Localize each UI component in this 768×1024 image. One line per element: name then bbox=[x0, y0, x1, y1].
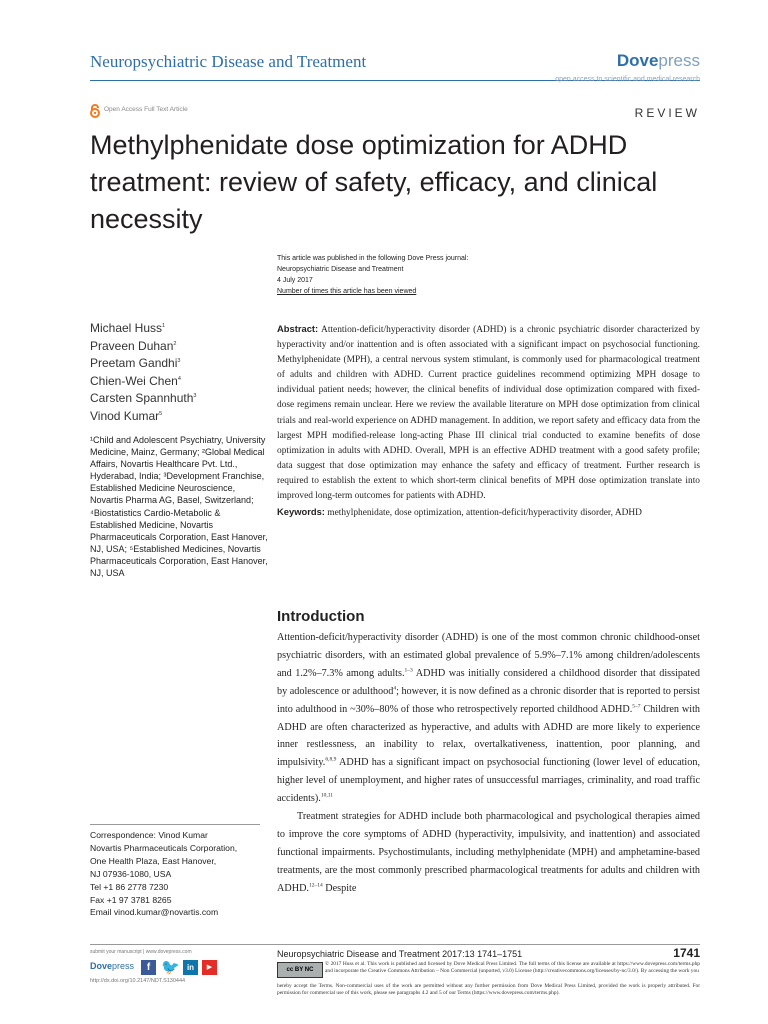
affiliation-marker: 5 bbox=[159, 410, 163, 417]
corr-line: Correspondence: Vinod Kumar bbox=[90, 830, 208, 840]
pubinfo-journal[interactable]: Neuropsychiatric Disease and Treatment bbox=[277, 266, 404, 273]
author-name: Chien-Wei Chen$^4$ bbox=[90, 373, 181, 388]
keywords-label: Keywords: bbox=[277, 506, 325, 518]
page-number: 1741 bbox=[673, 946, 700, 960]
logo-bold: Dove bbox=[616, 51, 659, 70]
citation-superscript[interactable]: 6,8,9 bbox=[325, 756, 337, 763]
author-name: Michael Huss$^1$ bbox=[90, 321, 166, 335]
footer-dovepress-logo[interactable] bbox=[90, 961, 134, 971]
logo-rest: press bbox=[658, 51, 700, 70]
twitter-icon[interactable]: 🐦 bbox=[161, 959, 180, 976]
open-access-label: Open Access Full Text Article bbox=[104, 106, 188, 113]
article-title: Methylphenidate dose optimization for ADHD treatment: review of safety, efficacy, and clinical necessity bbox=[90, 130, 658, 234]
affiliation-marker: 3 bbox=[177, 358, 181, 364]
affiliation-marker: 1 bbox=[162, 323, 166, 329]
author-name: Carsten Spannhuth$^3$ bbox=[90, 391, 197, 405]
introduction-body bbox=[277, 629, 700, 898]
corr-line: NJ 07936-1080, USA bbox=[90, 868, 172, 879]
article-type: REVIEW bbox=[634, 106, 700, 120]
correspondence-rule bbox=[90, 824, 260, 825]
citation-superscript[interactable]: 4 bbox=[393, 685, 397, 692]
footer-logo-rest: press bbox=[112, 961, 135, 971]
publisher-tagline: open access to scientific and medical research bbox=[555, 76, 700, 83]
footer-citation: Neuropsychiatric Disease and Treatment 2017:13 1741–1751 bbox=[277, 949, 523, 959]
citation-superscript[interactable]: 5–7 bbox=[632, 703, 641, 710]
abstract-label: Abstract: bbox=[277, 323, 319, 334]
footer-logo-bold: Dove bbox=[90, 961, 113, 971]
linkedin-icon[interactable]: in bbox=[183, 960, 198, 975]
author-name: Praveen Duhan$^2$ bbox=[90, 338, 177, 353]
citation-superscript[interactable]: 10,11 bbox=[320, 792, 334, 799]
author-name: Vinod Kumar$^5$ bbox=[90, 408, 163, 423]
dovepress-logo[interactable] bbox=[617, 51, 700, 71]
license-text-continued: hereby accept the Terms. Non-commercial uses of the work are permitted without any further permission from Dove Medical Press Limited, provided the work is properly attributed. For permission for commercial use of this work, please see paragraphs 4.2 and 5 of our Terms (https://www.dovepress.com/terms.php). bbox=[277, 983, 700, 997]
license-text: © 2017 Huss et al. This work is published and licensed by Dove Medical Press Limited. The full terms of this license are available at https://www.dovepress.com/terms.php and incorporate the Creative Commons Attribution – Non Commercial (unported, v3.0) License (http://creativecommons.org/licenses/by-nc/3.0/). By accessing the work you bbox=[325, 961, 700, 975]
creative-commons-icon[interactable]: cc BY NC bbox=[277, 962, 323, 978]
corr-line: Novartis Pharmaceuticals Corporation, bbox=[90, 842, 238, 853]
journal-name[interactable]: Neuropsychiatric Disease and Treatment bbox=[90, 52, 367, 71]
youtube-icon[interactable]: ▶ bbox=[202, 960, 217, 975]
affiliation-marker: 3 bbox=[193, 393, 197, 399]
citation-superscript[interactable]: 1–3 bbox=[404, 667, 413, 674]
corr-email[interactable]: Email vinod.kumar@novartis.com bbox=[90, 907, 219, 918]
facebook-icon[interactable]: f bbox=[141, 960, 156, 975]
author-list bbox=[90, 320, 270, 425]
doi-link[interactable]: http://dx.doi.org/10.2147/NDT.S130444 bbox=[90, 978, 186, 984]
intro-paragraph-2: Treatment strategies for ADHD include both pharmacological and psychological therapies aimed to improve the core symptoms of ADHD (hyperactivity, impulsivity, and inattention) and associated functional impairments. Psychostimulants, including methylphenidate (MPH) and amphetamine-based treatments, are the most commonly prescribed pharmacological treatments for adults and children with ADHD.$^{12-14}$ Despite bbox=[277, 811, 700, 894]
abstract bbox=[277, 321, 700, 521]
affiliations: ¹Child and Adolescent Psychiatry, University Medicine, Mainz, Germany; ²Global Medical Affairs, Novartis Healthcare Pvt. Ltd., Hyderabad, India; ³Development Franchise, Established Medicine Neuroscience, Novartis Pharma AG, Basel, Switzerland; ⁴Biostatistics Cardio-Metabolic & Established Medicine, Novartis Pharmaceuticals Corporation, East Hanover, NJ, USA; ⁵Established Medicines, Novartis Pharmaceuticals Corporation, East Hanover, NJ, USA bbox=[90, 435, 268, 579]
publication-info bbox=[277, 253, 577, 297]
pubinfo-line1: This article was published in the following Dove Press journal: bbox=[277, 255, 469, 262]
footer-rule bbox=[90, 944, 700, 945]
affiliation-marker: 2 bbox=[173, 340, 177, 347]
introduction-heading: Introduction bbox=[277, 608, 365, 625]
citation-superscript[interactable]: 12–14 bbox=[308, 882, 323, 889]
corr-line: Fax +1 97 3781 8265 bbox=[90, 894, 172, 905]
intro-paragraph-1: Attention-deficit/hyperactivity disorder (ADHD) is one of the most common chronic childhood-onset psychiatric disorders, with an estimated global prevalence of 5.9%–7.1% among children/adolescents and 1.2%–7.3% among adults.$^{1-3}$ ADHD was initially considered a childhood disorder that dissipated by adolescence or adulthood$^4$; however, it is now defined as a chronic disorder that is reported to persist into adulthood in ~30%–80% of those who retrospectively reported childhood ADHD.$^{5-7}$ Children with ADHD are often characterized as hyperactive, and adults with ADHD are more likely to experience inner restlessness, an inability to relax, overtalkativeness, inattention, poor planning, and impulsivity.$^{6,8,9}$ ADHD has a significant impact on psychosocial functioning (lower level of education, higher level of unemployment, and higher rates of unsuccessful marriages, criminality, and road traffic accidents).$^{10,11}$ bbox=[277, 632, 701, 805]
open-access-icon bbox=[88, 104, 102, 118]
corr-line: Tel +1 86 2778 7230 bbox=[90, 881, 169, 892]
keywords: methylphenidate, dose optimization, attention-deficit/hyperactivity disorder, ADHD bbox=[327, 508, 642, 519]
pubinfo-date: 4 July 2017 bbox=[277, 277, 313, 284]
corr-line: One Health Plaza, East Hanover, bbox=[90, 855, 217, 866]
correspondence bbox=[90, 829, 265, 919]
affiliation-marker: 4 bbox=[177, 375, 181, 382]
submit-manuscript-link[interactable]: submit your manuscript | www.dovepress.com bbox=[90, 949, 192, 955]
views-link[interactable]: Number of times this article has been viewed bbox=[277, 288, 417, 295]
author-name: Preetam Gandhi$^3$ bbox=[90, 356, 181, 370]
abstract-text: Attention-deficit/hyperactivity disorder (ADHD) is a chronic psychiatric disorder characterized by hyperactivity and/or inattention and is often associated with a significant impact on psychosocial functioning. Methylphenidate (MPH), a central nervous system stimulant, is commonly used for pharmacological treatment of adults and children with ADHD. Current practice guidelines recommend optimizing MPH dosage to individual patient needs; however, the clinical benefits of individual dose optimization compared with fixed-dose regimens remain unclear. Here we review the available literature on MPH dose optimization from clinical trials and real-world experience on ADHD management. In addition, we report safety and efficacy data from the largest MPH modified-release long-acting Phase III clinical trial conducted to examine benefits of dose optimization in adults with ADHD. Overall, MPH is an effective ADHD treatment with a good safety profile; data suggest that dose optimization may enhance the safety and efficacy of treatment. Further research is required to establish the extent to which short-term clinical benefits of MPH dose optimization translate into improved long-term outcomes for patients with ADHD. bbox=[277, 325, 700, 502]
